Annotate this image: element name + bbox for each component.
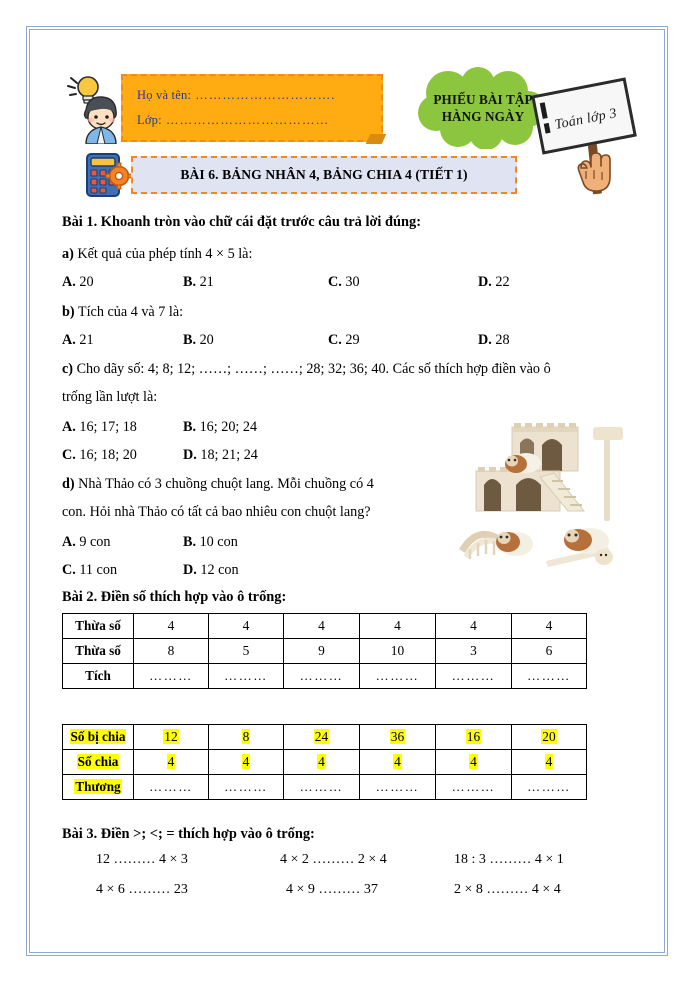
table-blank-cell[interactable]: ……… bbox=[512, 775, 587, 800]
name-box-corner-fold bbox=[366, 134, 387, 144]
option-letter: A. bbox=[62, 534, 76, 550]
table-cell bbox=[134, 750, 209, 775]
bai1-a-option-B[interactable] bbox=[183, 274, 214, 291]
table-blank-cell[interactable]: ……… bbox=[360, 775, 436, 800]
bai1-question-b bbox=[62, 304, 183, 321]
option-letter: A. bbox=[62, 274, 76, 290]
option-letter: C. bbox=[62, 447, 76, 463]
badge-text bbox=[416, 91, 550, 125]
highlight: 4 bbox=[318, 754, 325, 769]
option-value: 28 bbox=[491, 332, 510, 348]
bai1-c-option-A[interactable] bbox=[62, 419, 137, 436]
option-letter: A. bbox=[62, 419, 76, 435]
bai1-a-option-A[interactable] bbox=[62, 274, 94, 291]
option-value: 29 bbox=[341, 332, 360, 348]
table-cell bbox=[436, 725, 512, 750]
table-row bbox=[63, 750, 587, 775]
option-value: 9 con bbox=[75, 534, 111, 550]
table-row-label: Thừa số bbox=[63, 614, 134, 639]
option-letter: B. bbox=[183, 534, 197, 550]
table-blank-cell[interactable]: ……… bbox=[360, 664, 436, 689]
option-value: 16; 20; 24 bbox=[196, 419, 258, 435]
highlight: 4 bbox=[394, 754, 401, 769]
table-cell bbox=[436, 750, 512, 775]
bai3-item-r1c3[interactable]: 18 : 3 ……… 4 × 1 bbox=[454, 852, 564, 867]
option-value: 11 con bbox=[75, 562, 118, 578]
option-letter: D. bbox=[183, 447, 197, 463]
student-class-label: Lớp: bbox=[137, 113, 162, 127]
bai1-a-option-C[interactable] bbox=[328, 274, 360, 291]
highlight: Số chia bbox=[77, 754, 119, 769]
table-blank-cell[interactable]: ……… bbox=[284, 775, 360, 800]
table-factors-body bbox=[63, 614, 587, 689]
bai3-item-r2c1[interactable]: 4 × 6 ……… 23 bbox=[96, 882, 188, 897]
table-cell: 4 bbox=[360, 614, 436, 639]
bai1-d-option-D[interactable] bbox=[183, 562, 239, 579]
option-value: 16; 17; 18 bbox=[75, 419, 137, 435]
table-blank-cell[interactable]: ……… bbox=[134, 664, 209, 689]
table-cell: 4 bbox=[134, 614, 209, 639]
highlight: Số bị chia bbox=[70, 729, 126, 744]
bai1-question-a bbox=[62, 246, 252, 263]
table-cell: 6 bbox=[512, 639, 587, 664]
bai2-heading: Bài 2. Điền số thích hợp vào ô trống: bbox=[62, 589, 287, 605]
bai1-heading: Bài 1. Khoanh tròn vào chữ cái đặt trước câu trả lời đúng: bbox=[62, 214, 422, 230]
table-cell: 8 bbox=[134, 639, 209, 664]
student-lightbulb-icon bbox=[66, 72, 124, 144]
student-info-box[interactable] bbox=[121, 74, 383, 142]
student-class-dots: ……………………………… bbox=[161, 113, 330, 127]
question-b-label: b) bbox=[62, 304, 75, 320]
hand-icon bbox=[573, 152, 613, 197]
table-cell bbox=[360, 725, 436, 750]
page-border-inner bbox=[29, 29, 665, 953]
table-row-label: Tích bbox=[63, 664, 134, 689]
highlight: Thương bbox=[75, 779, 121, 794]
table-cell: 4 bbox=[512, 614, 587, 639]
table-cell bbox=[360, 750, 436, 775]
bai1-c-option-C[interactable] bbox=[62, 447, 137, 464]
table-blank-cell[interactable]: ……… bbox=[209, 775, 284, 800]
table-cell: 4 bbox=[436, 614, 512, 639]
option-letter: D. bbox=[478, 274, 492, 290]
table-cell: 4 bbox=[209, 614, 284, 639]
table-cell bbox=[512, 750, 587, 775]
bai2-division-table bbox=[62, 724, 587, 800]
student-name-dots: …………………………. bbox=[191, 88, 336, 102]
table-row bbox=[63, 664, 587, 689]
lesson-title-banner bbox=[131, 156, 517, 194]
badge-line-2: HÀNG NGÀY bbox=[441, 109, 525, 124]
highlight: 16 bbox=[466, 729, 481, 744]
table-blank-cell[interactable]: ……… bbox=[284, 664, 360, 689]
table-row-label bbox=[63, 725, 134, 750]
option-value: 20 bbox=[75, 274, 94, 290]
highlight: 12 bbox=[164, 729, 178, 744]
bai3-item-r1c2[interactable]: 4 × 2 ……… 2 × 4 bbox=[280, 852, 387, 867]
table-cell: 9 bbox=[284, 639, 360, 664]
bai2-multiplication-table bbox=[62, 613, 587, 689]
option-value: 16; 18; 20 bbox=[75, 447, 137, 463]
table-cell bbox=[134, 725, 209, 750]
table-blank-cell[interactable]: ……… bbox=[436, 775, 512, 800]
table-cell bbox=[209, 725, 284, 750]
held-sign-graphic bbox=[526, 60, 651, 190]
sign-label: Toán lớp 3 bbox=[553, 106, 619, 133]
bai1-d-option-B[interactable] bbox=[183, 534, 238, 551]
table-row bbox=[63, 725, 587, 750]
bai1-a-option-D[interactable] bbox=[478, 274, 510, 291]
table-blank-cell[interactable]: ……… bbox=[209, 664, 284, 689]
table-cell: 10 bbox=[360, 639, 436, 664]
student-class-field[interactable] bbox=[137, 108, 369, 133]
table-cell bbox=[512, 725, 587, 750]
bai1-question-d-line2: con. Hỏi nhà Thảo có tất cả bao nhiêu con chuột lang? bbox=[62, 504, 371, 520]
option-letter: D. bbox=[478, 332, 492, 348]
student-name-field[interactable] bbox=[137, 83, 369, 108]
question-d-label: d) bbox=[62, 476, 75, 492]
bai1-c-option-B[interactable] bbox=[183, 419, 257, 436]
bai1-b-option-A[interactable] bbox=[62, 332, 94, 349]
option-letter: B. bbox=[183, 274, 197, 290]
option-letter: A. bbox=[62, 332, 76, 348]
bai1-question-c-line2: trống lần lượt là: bbox=[62, 389, 158, 405]
option-value: 21 bbox=[75, 332, 94, 348]
option-value: 10 con bbox=[196, 534, 238, 550]
highlight: 24 bbox=[314, 729, 329, 744]
worksheet-content bbox=[30, 30, 666, 954]
table-row bbox=[63, 639, 587, 664]
bai1-b-option-D[interactable] bbox=[478, 332, 510, 349]
bai1-question-d-line1 bbox=[62, 476, 374, 493]
table-row-label bbox=[63, 775, 134, 800]
table-row bbox=[63, 775, 587, 800]
question-b-text: Tích của 4 và 7 là: bbox=[74, 304, 184, 320]
highlight: 4 bbox=[545, 754, 553, 769]
option-value: 22 bbox=[491, 274, 510, 290]
bai1-c-option-D[interactable] bbox=[183, 447, 258, 464]
bai3-heading: Bài 3. Điền >; <; = thích hợp vào ô trống: bbox=[62, 826, 315, 842]
question-d-text: Nhà Thảo có 3 chuồng chuột lang. Mỗi chuồng có 4 bbox=[74, 476, 374, 492]
table-division-body bbox=[63, 725, 587, 800]
table-row-label: Thừa số bbox=[63, 639, 134, 664]
guinea-pig-cage-photo bbox=[454, 409, 640, 569]
highlight: 4 bbox=[470, 754, 477, 769]
option-letter: D. bbox=[183, 562, 197, 578]
table-row bbox=[63, 614, 587, 639]
table-cell bbox=[209, 750, 284, 775]
bai1-b-option-C[interactable] bbox=[328, 332, 360, 349]
question-c-text: Cho dãy số: 4; 8; 12; ……; ……; ……; 28; 32; 36; 40. Các số thích hợp điền vào ô bbox=[73, 361, 551, 377]
calculator-gear-icon bbox=[85, 152, 133, 198]
highlight: 4 bbox=[242, 754, 250, 769]
bai1-question-c-line1 bbox=[62, 361, 551, 378]
highlight: 36 bbox=[390, 729, 405, 744]
table-cell: 3 bbox=[436, 639, 512, 664]
question-a-text: Kết quả của phép tính 4 × 5 là: bbox=[73, 246, 253, 262]
table-cell bbox=[284, 750, 360, 775]
bai3-item-r2c2[interactable]: 4 × 9 ……… 37 bbox=[286, 882, 378, 897]
table-cell: 4 bbox=[284, 614, 360, 639]
option-value: 20 bbox=[196, 332, 214, 348]
option-letter: C. bbox=[328, 332, 342, 348]
option-value: 21 bbox=[196, 274, 214, 290]
page-border bbox=[26, 26, 668, 956]
bai1-d-option-A[interactable] bbox=[62, 534, 110, 551]
highlight: 20 bbox=[542, 729, 556, 744]
option-value: 18; 21; 24 bbox=[196, 447, 258, 463]
table-blank-cell[interactable]: ……… bbox=[512, 664, 587, 689]
question-a-label: a) bbox=[62, 246, 74, 262]
question-c-label: c) bbox=[62, 361, 74, 377]
table-blank-cell[interactable]: ……… bbox=[436, 664, 512, 689]
table-blank-cell[interactable]: ……… bbox=[134, 775, 209, 800]
option-value: 12 con bbox=[196, 562, 239, 578]
highlight: 8 bbox=[242, 729, 250, 744]
option-letter: B. bbox=[183, 332, 197, 348]
bai3-item-r2c3[interactable]: 2 × 8 ……… 4 × 4 bbox=[454, 882, 561, 897]
lesson-title: BÀI 6. BẢNG NHÂN 4, BẢNG CHIA 4 (TIẾT 1) bbox=[180, 167, 468, 182]
badge-line-1: PHIẾU BÀI TẬP bbox=[433, 92, 533, 107]
option-value: 30 bbox=[341, 274, 360, 290]
bai1-b-option-B[interactable] bbox=[183, 332, 214, 349]
option-letter: B. bbox=[183, 419, 197, 435]
student-name-label: Họ và tên: bbox=[137, 88, 192, 102]
table-row-label bbox=[63, 750, 134, 775]
option-letter: C. bbox=[328, 274, 342, 290]
highlight: 4 bbox=[167, 754, 175, 769]
option-letter: C. bbox=[62, 562, 76, 578]
bai1-d-option-C[interactable] bbox=[62, 562, 117, 579]
table-cell bbox=[284, 725, 360, 750]
table-cell: 5 bbox=[209, 639, 284, 664]
bai3-item-r1c1[interactable]: 12 ……… 4 × 3 bbox=[96, 852, 188, 867]
